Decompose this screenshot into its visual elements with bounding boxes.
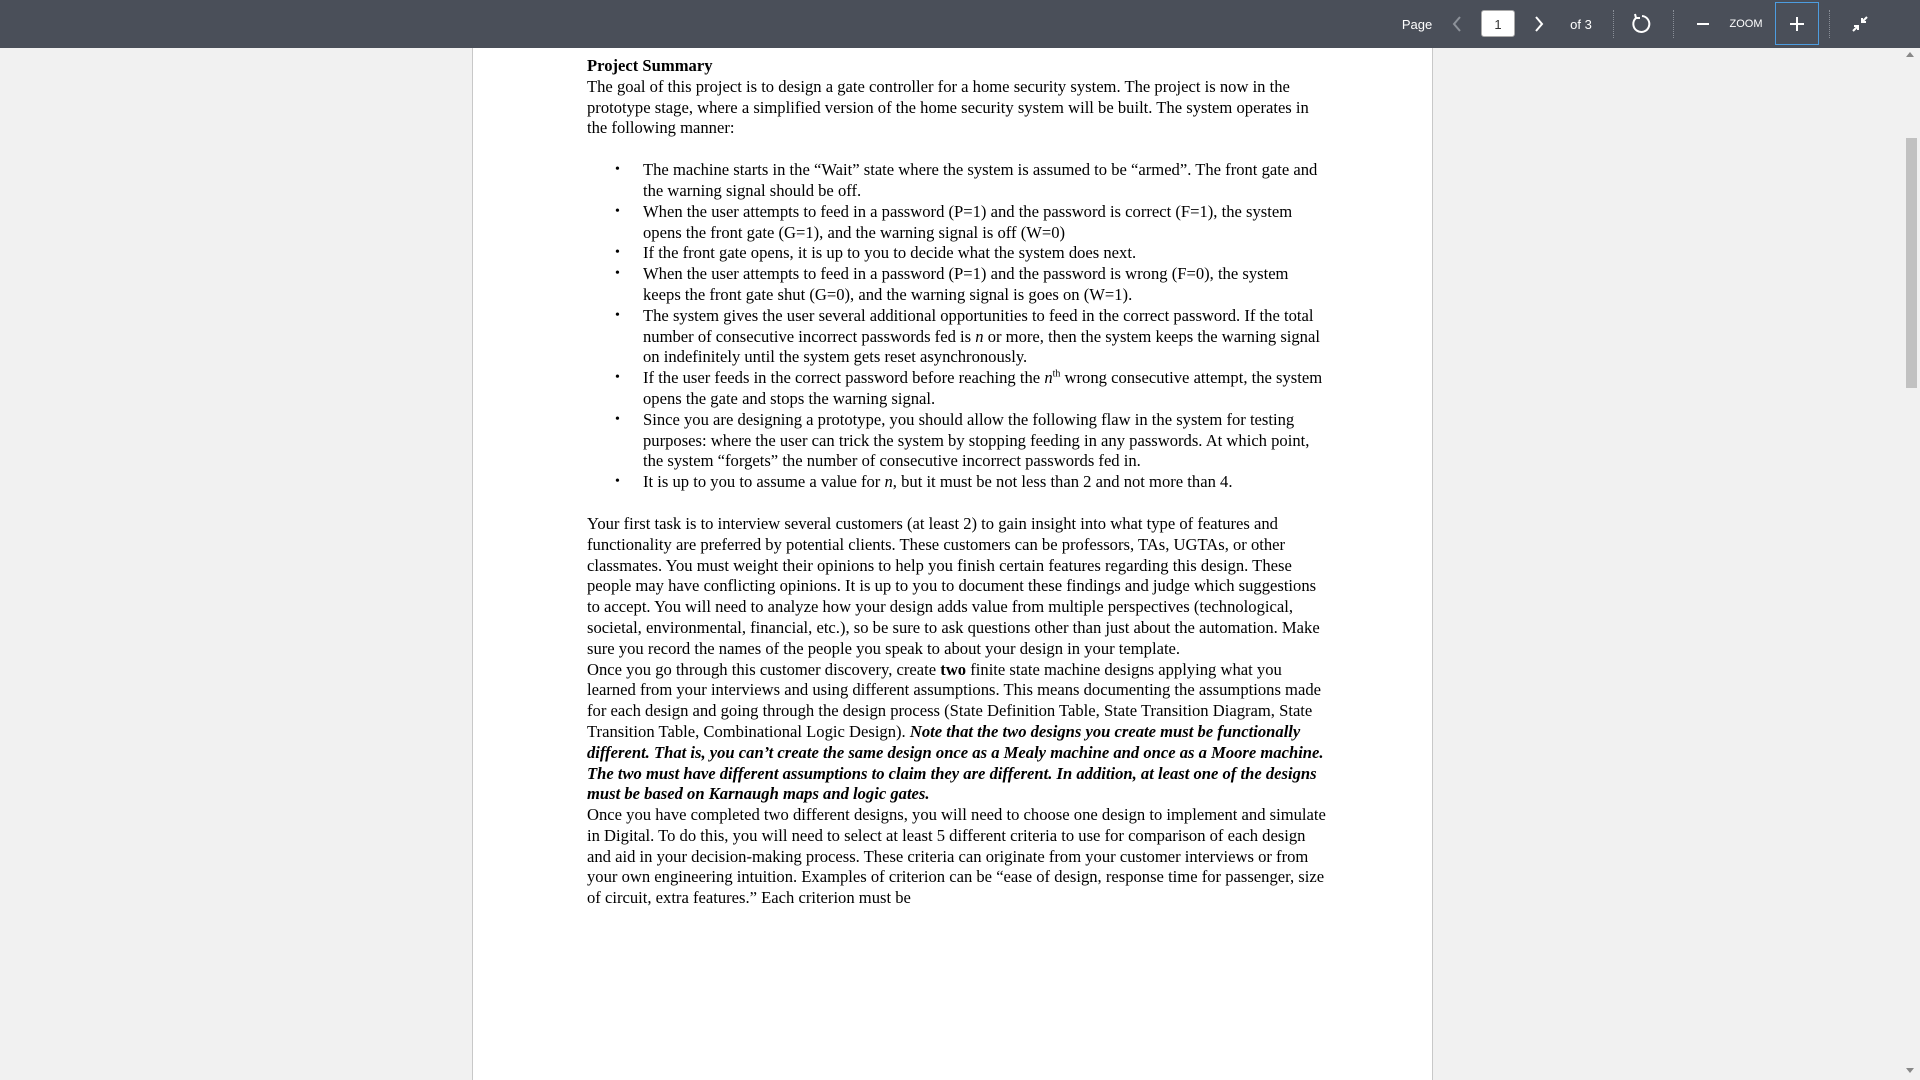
pdf-page — [472, 48, 1433, 1080]
page-count-label: of 3 — [1570, 16, 1592, 32]
scroll-down-arrow-icon[interactable] — [1906, 1068, 1914, 1073]
variable-n: n — [975, 326, 984, 346]
rotate-button[interactable] — [1626, 0, 1656, 48]
list-item: • The machine starts in the “Wait” state where the system is assumed to be “armed”. The front gate and the warning signal should be off. — [643, 160, 1327, 202]
paragraph-text: finite state machine designs applying what you learned from your interviews and using different assumptions. This means documenting the assumptions made for each design and going through the design process (State Definition Table, State Transition Diagram, State Transition Table, Combinational Logic Design). — [587, 659, 1321, 741]
rotate-icon — [1630, 13, 1652, 35]
list-item-text: It is up to you to assume a value for — [643, 472, 881, 492]
list-item: • Since you are designing a prototype, you should allow the following flaw in the system for testing purposes: where the user can trick the system by stopping feeding in any passwords. At which point, the system “forgets” the number of consecutive incorrect passwords fed in. — [643, 410, 1327, 472]
list-item-text: The system gives the user several additional opportunities to feed in the correct password. If the total number of consecutive incorrect passwords fed is — [643, 305, 1314, 346]
intro-paragraph: The goal of this project is to design a gate controller for a home security system. The project is now in the prototype stage, where a simplified version of the home security system will be built. The system operates in the following manner: — [587, 76, 1309, 138]
list-item — [643, 472, 1327, 493]
list-item-text: , but it must be not less than 2 and not more than 4. — [892, 472, 1233, 492]
list-item-text: wrong consecutive attempt, the system opens the gate and stops the warning signal. — [643, 368, 1323, 408]
list-item-text: or more, then the system keeps the warning signal on indefinitely until the system gets reset asynchronously. — [643, 326, 1320, 367]
page-number-input[interactable]: 1 — [1481, 10, 1515, 37]
variable-n: n — [884, 472, 893, 492]
list-item — [643, 306, 1327, 368]
superscript: th — [1052, 368, 1061, 380]
zoom-in-button[interactable] — [1775, 2, 1819, 45]
requirements-list — [587, 160, 1327, 493]
exit-fullscreen-button[interactable] — [1843, 0, 1877, 48]
previous-page-button[interactable] — [1444, 0, 1470, 48]
chevron-left-icon — [1451, 15, 1463, 33]
pdf-toolbar — [0, 0, 1920, 48]
list-item: • When the user attempts to feed in a password (P=1) and the password is correct (F=1), the system opens the front gate (G=1), and the warning signal is off (W=0) — [643, 202, 1327, 244]
minus-icon — [1696, 17, 1710, 31]
design-paragraph — [587, 660, 1327, 806]
zoom-label: ZOOM — [1729, 18, 1763, 30]
collapse-icon — [1851, 15, 1869, 33]
bold-text: two — [940, 659, 967, 679]
next-page-button[interactable] — [1526, 0, 1552, 48]
chevron-right-icon — [1533, 15, 1545, 33]
document-viewer — [0, 48, 1920, 1080]
emphasis-note: Note that the two designs you create must be functionally different. That is, you can’t create the same design once as a Mealy machine and once as a Moore machine. The two must have different assumptions to claim they are different. In addition, at least one of the designs must be based on Karnaugh maps and logic gates. — [587, 721, 1324, 804]
criteria-paragraph: Once you have completed two different designs, you will need to choose one design to implement and simulate in Digital. To do this, you will need to select at least 5 different criteria to use for comparison of each design and aid in your decision-making process. These criteria can originate from your customer interviews or from your own engineering intuition. Examples of criterion can be “ease of design, response time for passenger, size of circuit, extra features.” Each criterion must be — [587, 805, 1326, 908]
page-label: Page — [1401, 16, 1433, 32]
list-item: • If the front gate opens, it is up to you to decide what the system does next. — [643, 243, 1327, 264]
paragraph-text: Once you go through this customer discovery, create — [587, 659, 937, 679]
toolbar-divider — [1673, 10, 1674, 38]
zoom-out-button[interactable] — [1690, 0, 1716, 48]
toolbar-divider — [1829, 10, 1830, 38]
variable-n: n — [1044, 368, 1053, 388]
interview-paragraph: Your first task is to interview several customers (at least 2) to gain insight into what type of features and functionality are preferred by potential clients. These customers can be professors, TAs, UGTAs, or other classmates. You must weight their opinions to help you finish certain features regarding this design. These people may have conflicting opinions. It is up to you to document these findings and judge which suggestions to accept. You will need to analyze how your design adds value from multiple perspectives (technological, societal, environmental, financial, etc.), so be sure to ask questions other than just about the automation. Make sure you record the names of the people you speak to about your design in your template. — [587, 513, 1320, 658]
plus-icon — [1789, 16, 1805, 32]
list-item — [643, 368, 1327, 410]
scroll-up-arrow-icon[interactable] — [1906, 52, 1914, 57]
page-content — [587, 56, 1327, 909]
section-heading: Project Summary — [587, 56, 713, 75]
list-item-text: If the user feeds in the correct password before reaching the — [643, 368, 1041, 388]
scrollbar-thumb[interactable] — [1906, 138, 1917, 388]
toolbar-divider — [1613, 10, 1614, 38]
list-item: • When the user attempts to feed in a password (P=1) and the password is wrong (F=0), the system keeps the front gate shut (G=0), and the warning signal is goes on (W=1). — [643, 264, 1327, 306]
